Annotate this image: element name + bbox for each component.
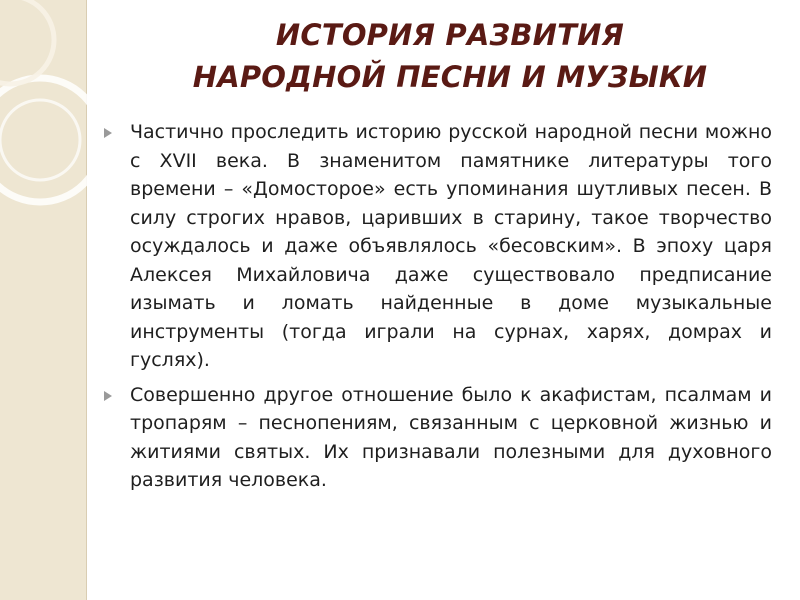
slide-title-line-1: ИСТОРИЯ РАЗВИТИЯ bbox=[275, 18, 625, 52]
bullet-text: Совершенно другое отношение было к акафистам, псалмам и тропарям – песнопениям, связанным с церковной жизнью и житиями святых. Их признавали полезными для духовного развития человека. bbox=[130, 383, 772, 491]
bullet-arrow-icon bbox=[104, 391, 112, 401]
bullet-item bbox=[104, 118, 772, 375]
slide-title-line-2: НАРОДНОЙ ПЕСНИ И МУЗЫКИ bbox=[192, 60, 708, 94]
bullet-list bbox=[104, 118, 772, 501]
slide-title bbox=[130, 14, 770, 98]
bullet-text: Частично проследить историю русской народной песни можно с XVII века. В знаменитом памятнике литературы того времени – «Домосторое» есть упоминания шутливых песен. В силу строгих нравов, царивших в старину, такое творчество осуждалось и даже объявлялось «бесовским». В эпоху царя Алексея Михайловича даже существовало предписание изымать и ломать найденные в доме музыкальные инструменты (тогда играли на сурнах, харях, домрах и гуслях). bbox=[130, 121, 772, 371]
bullet-item bbox=[104, 381, 772, 495]
bullet-arrow-icon bbox=[104, 128, 112, 138]
